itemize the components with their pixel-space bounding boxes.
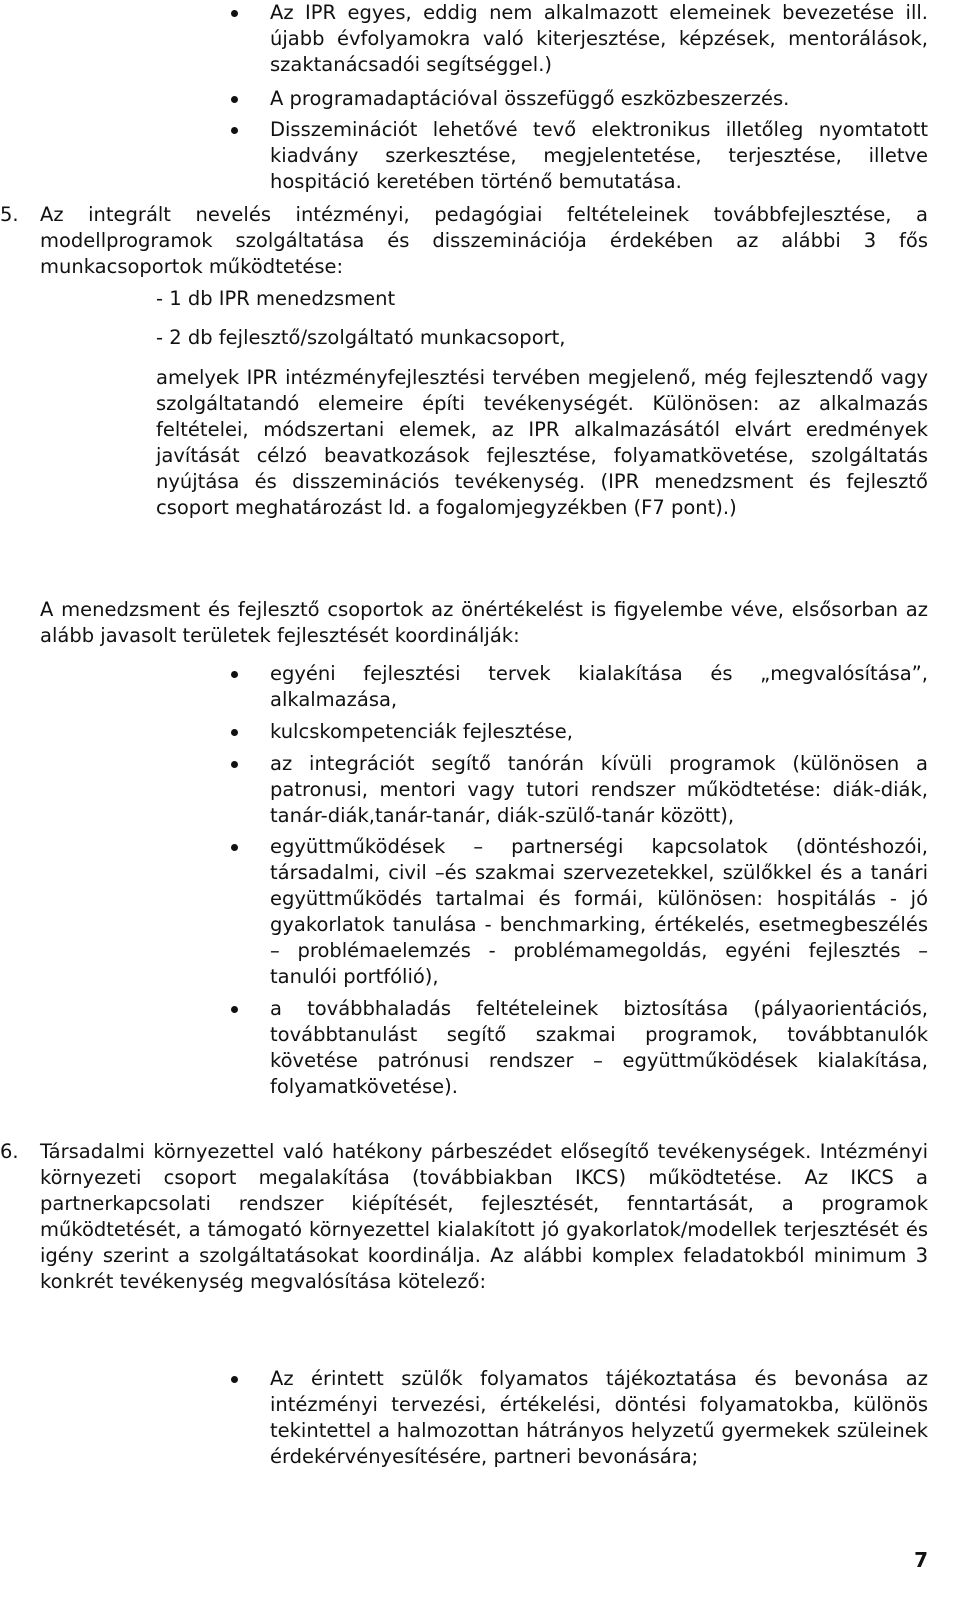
- item-number: 6.: [0, 1140, 19, 1163]
- bullet-item: [270, 719, 928, 745]
- bullet-dot: [231, 844, 238, 851]
- bullet-text: együttműködések – partnerségi kapcsolatok (döntéshozói, társadalmi, civil –és szakmai szervezetekkel, szülőkkel és a tanári együttműködés tartalmai és formái, különösen: hospitálás - jó gyakorlatok tanulása - benchmarking, értékelés, esetmegbeszélés – problémaelemzés - problémamegoldás, egyéni fejlesztés – tanulói portfólió),: [270, 835, 928, 988]
- bullet-text: egyéni fejlesztési tervek kialakítása és „megvalósítása”, alkalmazása,: [270, 662, 928, 711]
- bullet-text: A programadaptációval összefüggő eszközbeszerzés.: [270, 87, 790, 110]
- bullet-text: kulcskompetenciák fejlesztése,: [270, 720, 573, 743]
- bullet-text: Az IPR egyes, eddig nem alkalmazott elemeinek bevezetése ill. újabb évfolyamokra való kiterjesztése, képzések, mentorálások, szaktanácsadói segítséggel.): [270, 1, 928, 76]
- page-number: 7: [914, 1548, 928, 1572]
- sub-line-ipr-management: - 1 db IPR menedzsment: [156, 287, 396, 310]
- bullet-dot: [231, 10, 238, 17]
- bullet-text: Disszeminációt lehetővé tevő elektronikus illetőleg nyomtatott kiadvány szerkesztése, megjelentetése, terjesztése, illetve hospitáció keretében történő bemutatása.: [270, 118, 928, 193]
- item-text: Társadalmi környezettel való hatékony párbeszédet elősegítő tevékenységek. Intézményi környezeti csoport megalakítása (továbbiakban IKCS) működtetése. Az IKCS a partnerkapcsolati rendszer kiépítését, fejlesztését, fenntartását, a programok működtetését, a támogató környezettel kialakított jó gyakorlatok/modellek terjesztését és igény szerint a szolgáltatásokat koordinálja. Az alábbi komplex feladatokból minimum 3 konkrét tevékenység megvalósítása kötelező:: [40, 1140, 928, 1293]
- item-number: 5.: [0, 203, 19, 226]
- bullet-dot: [231, 1376, 238, 1383]
- bullet-item: [270, 996, 928, 1100]
- numbered-item-5: [0, 202, 928, 280]
- bullet-item: [270, 86, 928, 112]
- bullet-text: az integrációt segítő tanórán kívüli programok (különösen a patronusi, mentori vagy tutori rendszer működtetése: diák-diák, tanár-diák,tanár-tanár, diák-szülő-tanár között),: [270, 752, 928, 827]
- bullet-item: [270, 117, 928, 195]
- bullet-text: a továbbhaladás feltételeinek biztosítása (pályaorientációs, továbbtanulást segítő szakmai programok, továbbtanulók követése patrónusi rendszer – együttműködések kialakítása, folyamatkövetése).: [270, 997, 928, 1098]
- item5-description: amelyek IPR intézményfejlesztési tervében megjelenő, még fejlesztendő vagy szolgáltatandó elemeire építi tevékenységét. Különösen: az alkalmazás feltételei, módszertani elemek, az IPR alkalmazásától elvárt eredmények javítását célzó beavatkozások fejlesztése, folyamatkövetése, szolgáltatás nyújtása és disszeminációs tevékenység. (IPR menedzsment és fejlesztő csoport meghatározást ld. a fogalomjegyzékben (F7 pont).): [156, 366, 928, 519]
- bullet-item: [270, 751, 928, 829]
- bullet-text: Az érintett szülők folyamatos tájékoztatása és bevonása az intézményi tervezési, értékelési, döntési folyamatokba, különös tekintettel a halmozottan hátrányos helyzetű gyermekek szüleinek érdekérvényesítésére, partneri bevonására;: [270, 1367, 928, 1468]
- bullet-item: [270, 0, 928, 78]
- bullet-dot: [231, 127, 238, 134]
- bullet-dot: [231, 671, 238, 678]
- bullet-dot: [231, 96, 238, 103]
- bullet-dot: [231, 761, 238, 768]
- intro-paragraph: A menedzsment és fejlesztő csoportok az önértékelést is figyelembe véve, elsősorban az alább javasolt területek fejlesztését koordinálják:: [40, 598, 928, 647]
- bullet-item: [270, 834, 928, 990]
- bullet-item: [270, 1366, 928, 1470]
- bullet-dot: [231, 729, 238, 736]
- sub-line-workgroups: - 2 db fejlesztő/szolgáltató munkacsoport,: [156, 326, 566, 349]
- numbered-item-6: [0, 1139, 928, 1295]
- bullet-item: [270, 661, 928, 713]
- item-text: Az integrált nevelés intézményi, pedagógiai feltételeinek továbbfejlesztése, a modellprogramok szolgáltatása és disszeminációja érdekében az alábbi 3 fős munkacsoportok működtetése:: [40, 203, 928, 278]
- bullet-dot: [231, 1006, 238, 1013]
